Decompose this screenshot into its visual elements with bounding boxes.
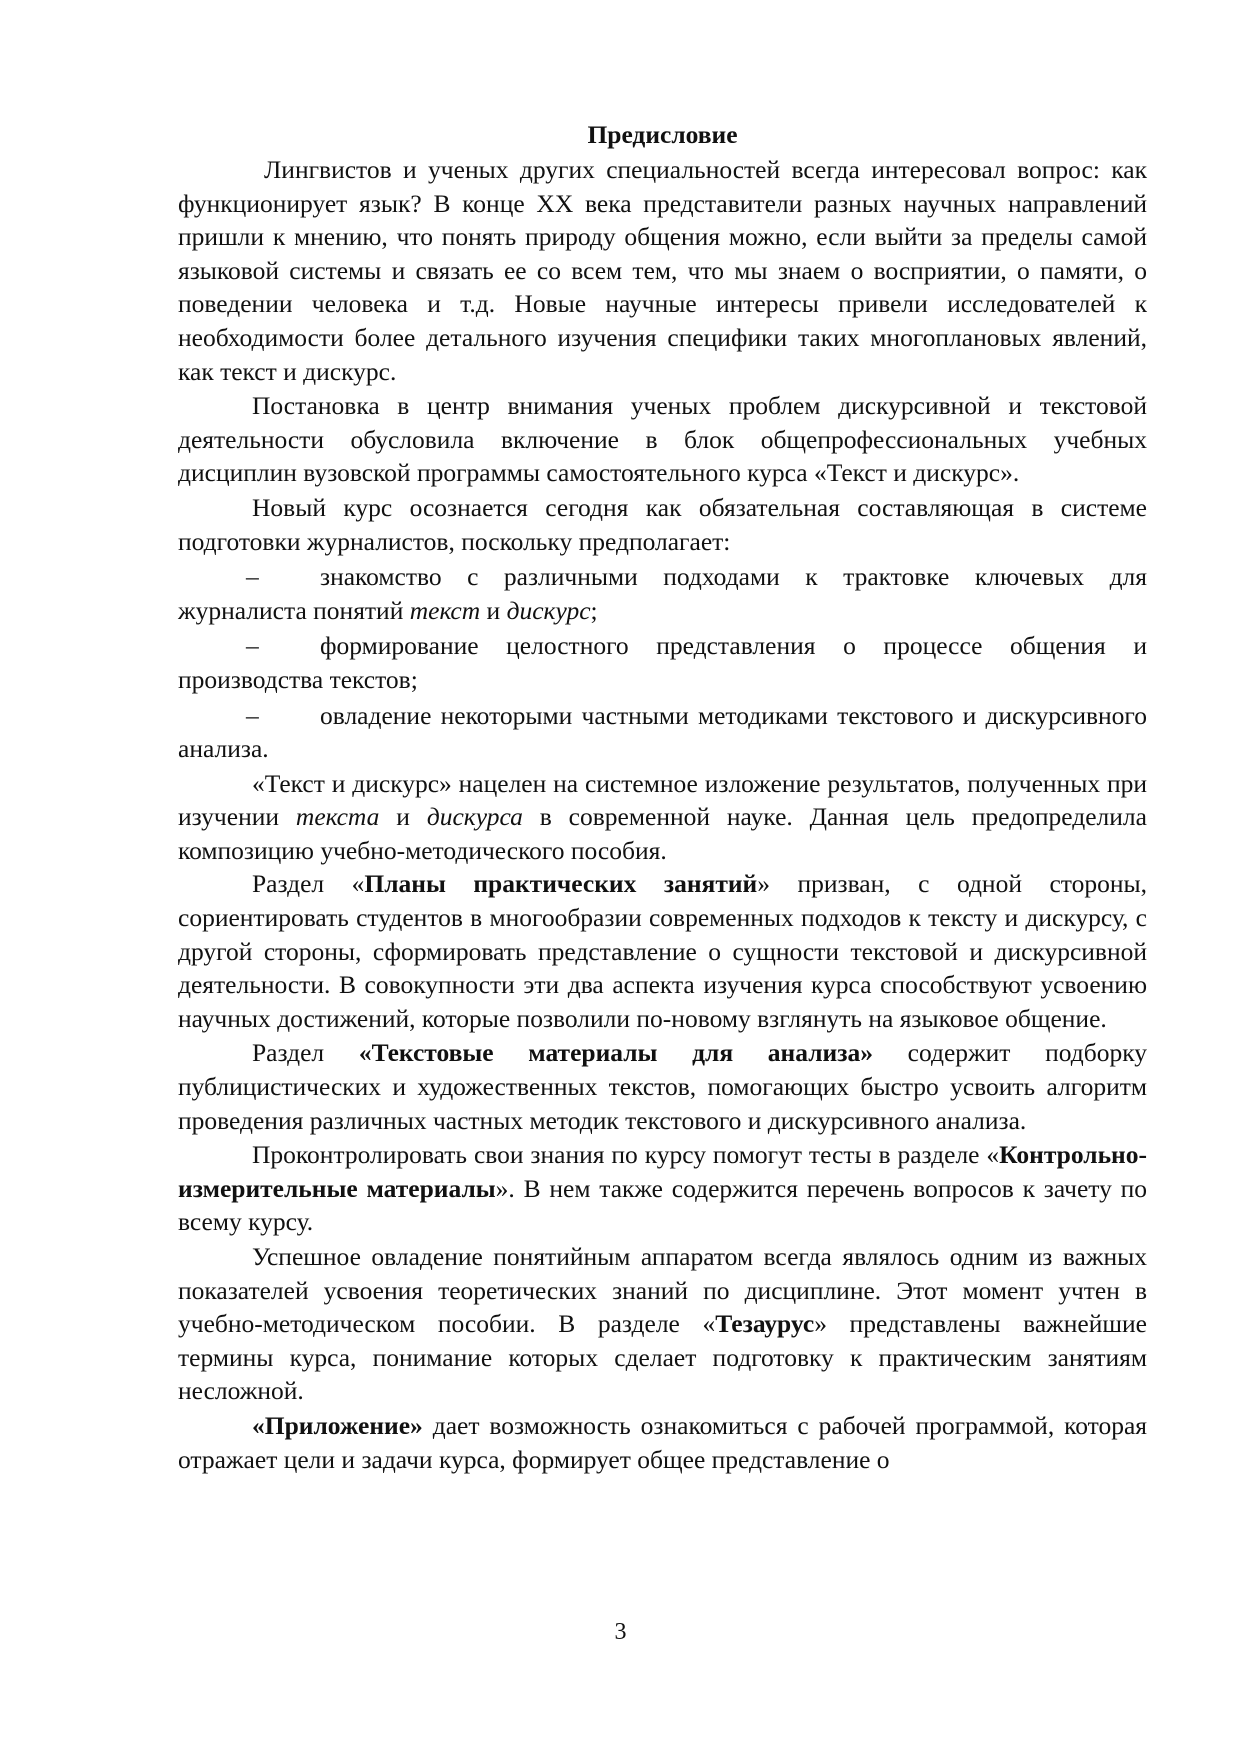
dash-bullet: – <box>246 700 259 730</box>
page-number: 3 <box>614 1619 627 1645</box>
paragraph-thesaurus: Успешное овладение понятийным аппаратом всегда являлось одним из важных показателей усвоения теоретических знаний по дисциплине. Этот момент учтен в учебно-методическом пособии. В разделе «Тезаурус» представлены важнейшие термины курса, понимание которых сделает подготовку к практическим занятиям несложной. <box>178 1242 1147 1406</box>
paragraph-intro: Лингвистов и ученых других специальностей всегда интересовал вопрос: как функционирует язык? В конце XX века представители разных научных направлений пришли к мнению, что понять природу общения можно, если выйти за пределы самой языковой системы и связать ее со всем тем, что мы знаем о восприятии, о памяти, о поведении человека и т.д. Новые научные интересы привели исследователей к необходимости более детального изучения специфики таких многоплановых явлений, как текст и дискурс. <box>178 155 1147 386</box>
term-text: текст <box>409 595 481 625</box>
paragraph-control-materials: Проконтролировать свои знания по курсу помогут тесты в разделе «Контрольно-измерительные материалы». В нем также содержится перечень вопросов к зачету по всему курсу. <box>178 1140 1147 1237</box>
list-item-1: – знакомство с различными подходами к трактовке ключевых для журналиста понятий текст и дискурс; <box>178 562 1147 625</box>
list-item-3: – овладение некоторыми частными методиками текстового и дискурсивного анализа. <box>178 700 1147 764</box>
page-title: Предисловие <box>587 120 738 149</box>
term-discourse: дискурс <box>506 595 591 625</box>
paragraph-practical-plans: Раздел «Планы практических занятий» призван, с одной стороны, сориентировать студентов в многообразии современных подходов к тексту и дискурсу, с другой стороны, сформировать представление о сущности текстовой и дискурсивной деятельности. В совокупности эти два аспекта изучения курса способствуют усвоению научных достижений, которые позволили по-новому взглянуть на языковое общение. <box>178 869 1147 1033</box>
dash-bullet: – <box>246 562 259 592</box>
paragraph-text-materials: Раздел «Текстовые материалы для анализа» содержит подборку публицистических и художественных текстов, помогающих быстро усвоить алгоритм проведения различных частных методик текстового и дискурсивного анализа. <box>178 1038 1147 1135</box>
document-page <box>178 118 1147 1476</box>
paragraph-course-placement: Постановка в центр внимания ученых проблем дискурсивной и текстовой деятельности обусловила включение в блок общепрофессиональных учебных дисциплин вузовской программы самостоятельного курса «Текст и дискурс». <box>178 391 1147 488</box>
paragraph-course-purpose: Новый курс осознается сегодня как обязательная составляющая в системе подготовки журналистов, поскольку предполагает: <box>178 492 1147 556</box>
paragraph-course-goal: «Текст и дискурс» нацелен на системное изложение результатов, полученных при изучении текста и дискурса в современной науке. Данная цель предопределила композицию учебно-методического пособия. <box>178 768 1147 865</box>
list-item-2: – формирование целостного представления о процессе общения и производства текстов; <box>178 631 1147 694</box>
paragraph-appendix: «Приложение» дает возможность ознакомиться с рабочей программой, которая отражает цели и задачи курса, формирует общее представление о <box>178 1410 1147 1474</box>
dash-bullet: – <box>246 631 259 661</box>
